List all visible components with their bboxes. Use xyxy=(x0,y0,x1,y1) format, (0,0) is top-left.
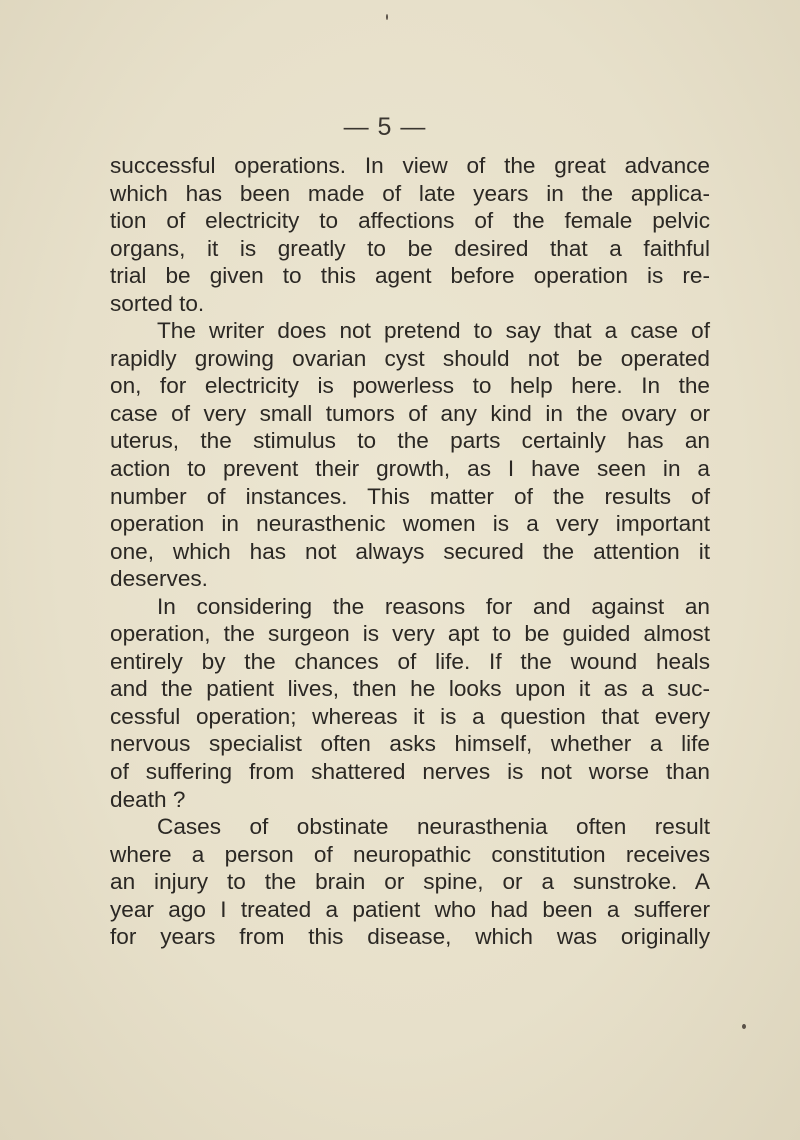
text-line: one, which has not always secured the attention it xyxy=(110,538,710,564)
text-line: for years from this disease, which was originally xyxy=(110,924,710,950)
text-line: uterus, the stimulus to the parts certainly has an xyxy=(110,428,710,454)
text-line: entirely by the chances of life. If the wound heals xyxy=(110,648,710,674)
text-line: operation in neurasthenic women is a very important xyxy=(110,511,710,537)
text-line: rapidly growing ovarian cyst should not be operated xyxy=(110,345,710,371)
text-line: which has been made of late years in the applica- xyxy=(110,180,710,206)
paper-speck xyxy=(742,1024,746,1029)
text-line: organs, it is greatly to be desired that a faithful xyxy=(110,235,710,261)
text-line: death ? xyxy=(110,786,186,812)
page-number: — 5 — xyxy=(343,113,427,141)
text-line: action to prevent their growth, as I have seen in a xyxy=(110,456,710,482)
text-line: nervous specialist often asks himself, whether a life xyxy=(110,731,710,757)
text-line: where a person of neuropathic constitution receives xyxy=(110,841,710,867)
text-line: on, for electricity is powerless to help here. In the xyxy=(110,373,710,399)
text-line: number of instances. This matter of the results of xyxy=(110,483,710,509)
text-line: an injury to the brain or spine, or a sunstroke. A xyxy=(110,869,710,895)
text-line: and the patient lives, then he looks upon it as a suc- xyxy=(110,676,710,702)
text-line: year ago I treated a patient who had been a sufferer xyxy=(110,896,710,922)
text-line: trial be given to this agent before operation is re- xyxy=(110,263,710,289)
text-line: The writer does not pretend to say that a case of xyxy=(157,318,710,344)
text-line: In considering the reasons for and against an xyxy=(157,593,710,619)
text-line: Cases of obstinate neurasthenia often result xyxy=(157,814,710,840)
paper-speck xyxy=(386,14,388,20)
text-line: operation, the surgeon is very apt to be guided almost xyxy=(110,621,710,647)
text-line: successful operations. In view of the great advance xyxy=(110,153,710,178)
text-line: case of very small tumors of any kind in the ovary or xyxy=(110,400,710,426)
text-line: of suffering from shattered nerves is not worse than xyxy=(110,759,710,785)
text-line: sorted to. xyxy=(110,290,205,316)
body-text xyxy=(110,152,710,951)
text-line: tion of electricity to affections of the female pelvic xyxy=(110,208,710,234)
text-line: cessful operation; whereas it is a question that every xyxy=(110,703,710,729)
text-line: deserves. xyxy=(110,566,208,592)
